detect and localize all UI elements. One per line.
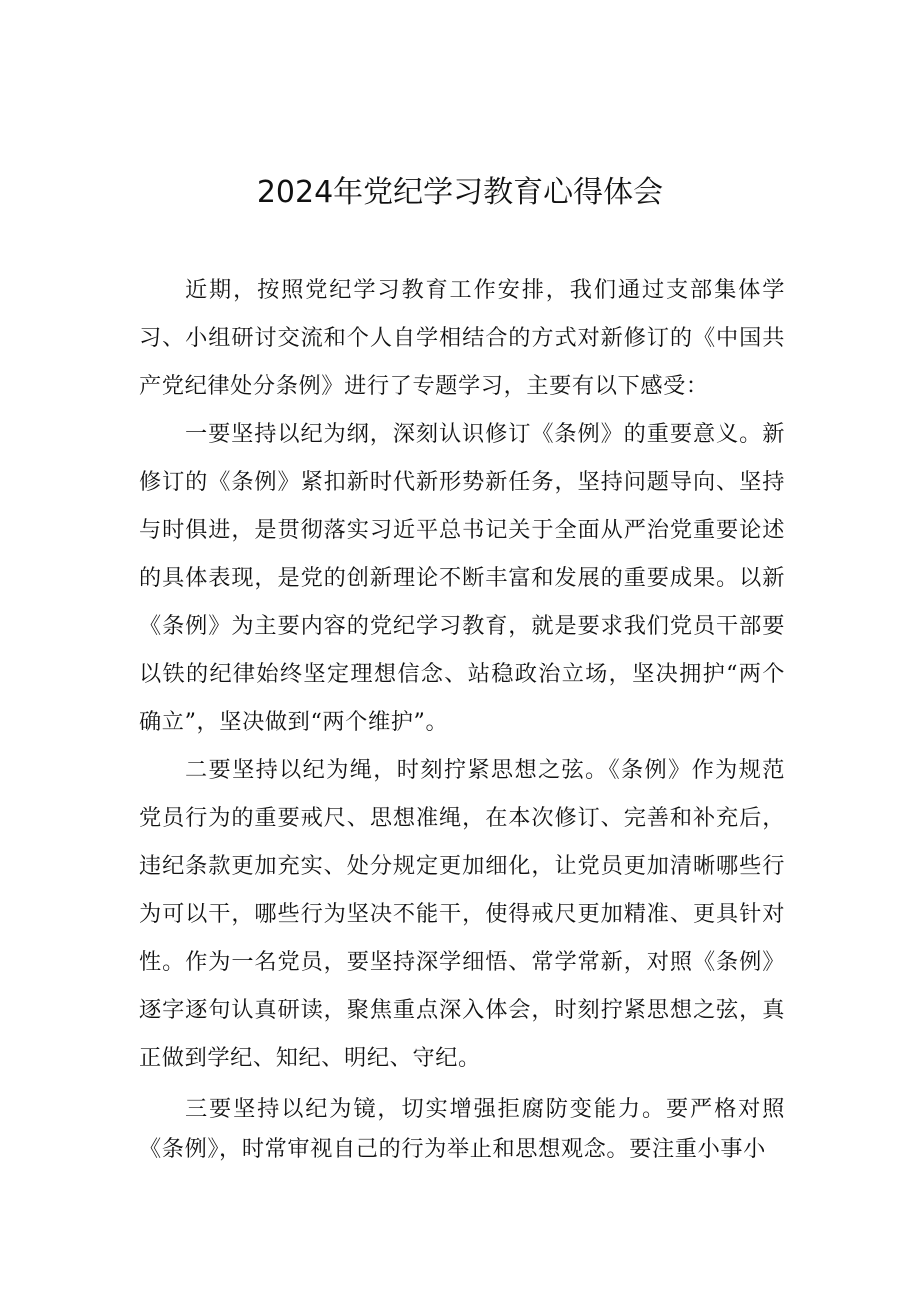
paragraph-point-one: 一要坚持以纪为纲，深刻认识修订《条例》的重要意义。新修订的《条例》紧扣新时代新形势新任务，坚持问题导向、坚持与时俱进，是贯彻落实习近平总书记关于全面从严治党重要论述的具体表现，是党的创新理论不断丰富和发展的重要成果。以新《条例》为主要内容的党纪学习教育，就是要求我们党员干部要以铁的纪律始终坚定理想信念、站稳政治立场，坚决拥护“两个确立”，坚决做到“两个维护”。 bbox=[139, 421, 785, 735]
paragraph-point-two: 二要坚持以纪为绳，时刻拧紧思想之弦。《条例》作为规范党员行为的重要戒尺、思想准绳，在本次修订、完善和补充后，违纪条款更加充实、处分规定更加细化，让党员更加清晰哪些行为可以干，哪些行为坚决不能干，使得戒尺更加精准、更具针对性。作为一名党员，要坚持深学细悟、常学常新，对照《条例》逐字逐句认真研读，聚焦重点深入体会，时刻拧紧思想之弦，真正做到学纪、知纪、明纪、守纪。 bbox=[139, 757, 785, 1071]
paragraph-intro: 近期，按照党纪学习教育工作安排，我们通过支部集体学习、小组研讨交流和个人自学相结合的方式对新修订的《中国共产党纪律处分条例》进行了专题学习，主要有以下感受： bbox=[139, 277, 785, 399]
document-title: 2024年党纪学习教育心得体会 bbox=[256, 175, 664, 210]
paragraph-point-three: 三要坚持以纪为镜，切实增强拒腐防变能力。要严格对照《条例》，时常审视自己的行为举止和思想观念。要注重小事小 bbox=[139, 1096, 785, 1162]
